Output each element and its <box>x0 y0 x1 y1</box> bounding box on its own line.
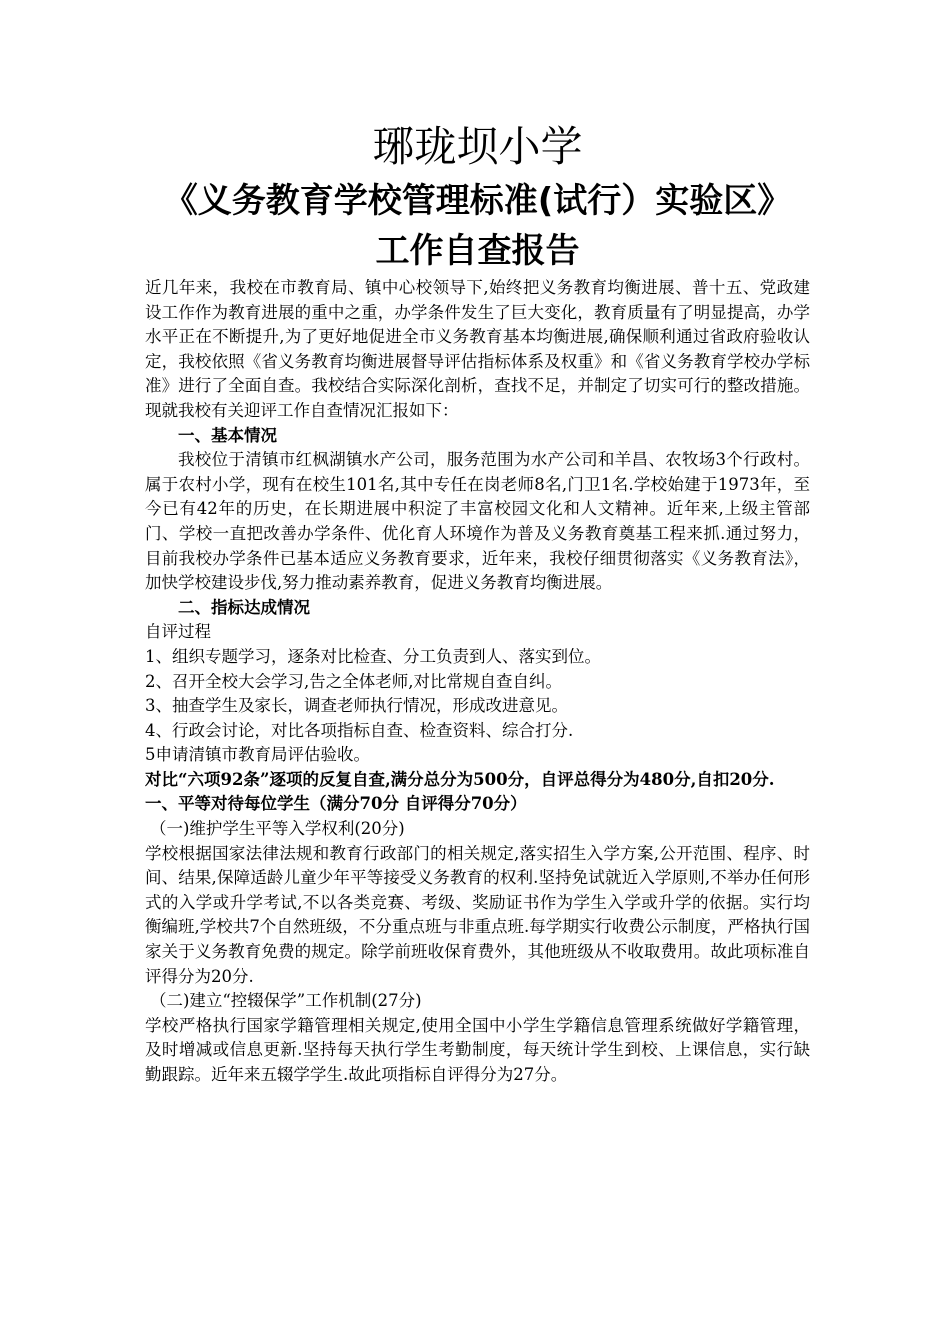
subsection-heading-dropout: （二)建立“控辍保学”工作机制(27分) <box>149 991 422 1011</box>
list-item: 4、行政会讨论，对比各项指标自查、检查资料、综合打分. <box>145 720 574 740</box>
enrollment-paragraph: 学校根据国家法律法规和教育行政部门的相关规定,落实招生入学方案,公开范围、程序、时间、结果,保障适龄儿童少年平等接受义务教育的权利.坚持免试就近入学原则,不举办任何形式的入学或升学考试,不以各类竞赛、考级、奖励证书作为学生入学或升学的依据。实行均衡编班,学校共7个自然班级，不分重点班与非重点班.每学期实行收费公示制度，严格执行国家关于义务教育免费的规定。除学前班收保育费外，其他班级从不收取费用。故此项标准自评得分为20分. <box>145 843 810 986</box>
basic-info-paragraph: 我校位于清镇市红枫湖镇水产公司，服务范围为水产公司和羊昌、农牧场3个行政村。属于农村小学，现有在校生101名,其中专任在岗老师8名,门卫1名.学校始建于1973年，至今已有42年的历史，在长期进展中积淀了丰富校园文化和人文精神。近年来,上级主管部门、学校一直把改善办学条件、优化育人环境作为普及义务教育奠基工程来抓.通过努力，目前我校办学条件已基本适应义务教育要求，近年来，我校仔细贯彻落实《义务教育法》，加快学校建设步伐,努力推动素养教育，促进义务教育均衡进展。 <box>145 450 810 593</box>
school-title: 琊珑坝小学 <box>372 122 583 171</box>
dropout-paragraph: 学校严格执行国家学籍管理相关规定,使用全国中小学生学籍信息管理系统做好学籍管理，及时增减或信息更新.坚持每天执行学生考勤制度，每天统计学生到校、上课信息，实行缺勤跟踪。近年来五辍学学生.故此项指标自评得分为27分。 <box>145 1015 810 1084</box>
report-title: 工作自查报告 <box>375 231 580 271</box>
document-page <box>145 118 810 1088</box>
section-heading-equal-treatment: 一、平等对待每位学生（满分70分 自评得分70分） <box>145 794 527 814</box>
standard-title: 《义务教育学校管理标准(试行）实验区》 <box>163 181 792 221</box>
list-item: 2、召开全校大会学习,告之全体老师,对比常规自查自纠。 <box>145 671 562 691</box>
section-heading-indicators: 二、指标达成情况 <box>178 597 310 617</box>
list-item: 1、组织专题学习，逐条对比检查、分工负责到人、落实到位。 <box>145 646 601 666</box>
report-body <box>145 276 810 1088</box>
list-item: 3、抽查学生及家长，调查老师执行情况，形成改进意见。 <box>145 696 568 716</box>
subsection-heading-enrollment: （一)维护学生平等入学权利(20分) <box>149 819 405 839</box>
list-item: 5申请清镇市教育局评估验收。 <box>145 745 370 765</box>
intro-paragraph: 近几年来，我校在市教育局、镇中心校领导下,始终把义务教育均衡进展、普十五、党政建设工作作为教育进展的重中之重，办学条件发生了巨大变化，教育质量有了明显提高，办学水平正在不断提升,为了更好地促进全市义务教育基本均衡进展,确保顺利通过省政府验收认定，我校依照《省义务教育均衡进展督导评估指标体系及权重》和《省义务教育学校办学标准》进行了全面自查。我校结合实际深化剖析，查找不足，并制定了切实可行的整改措施。现就我校有关迎评工作自查情况汇报如下： <box>145 278 810 420</box>
self-eval-heading: 自评过程 <box>145 622 211 642</box>
section-heading-basic: 一、基本情况 <box>178 425 277 445</box>
score-summary: 对比“六项92条”逐项的反复自查,满分总分为500分，自评总得分为480分,自扣20分. <box>145 769 775 789</box>
